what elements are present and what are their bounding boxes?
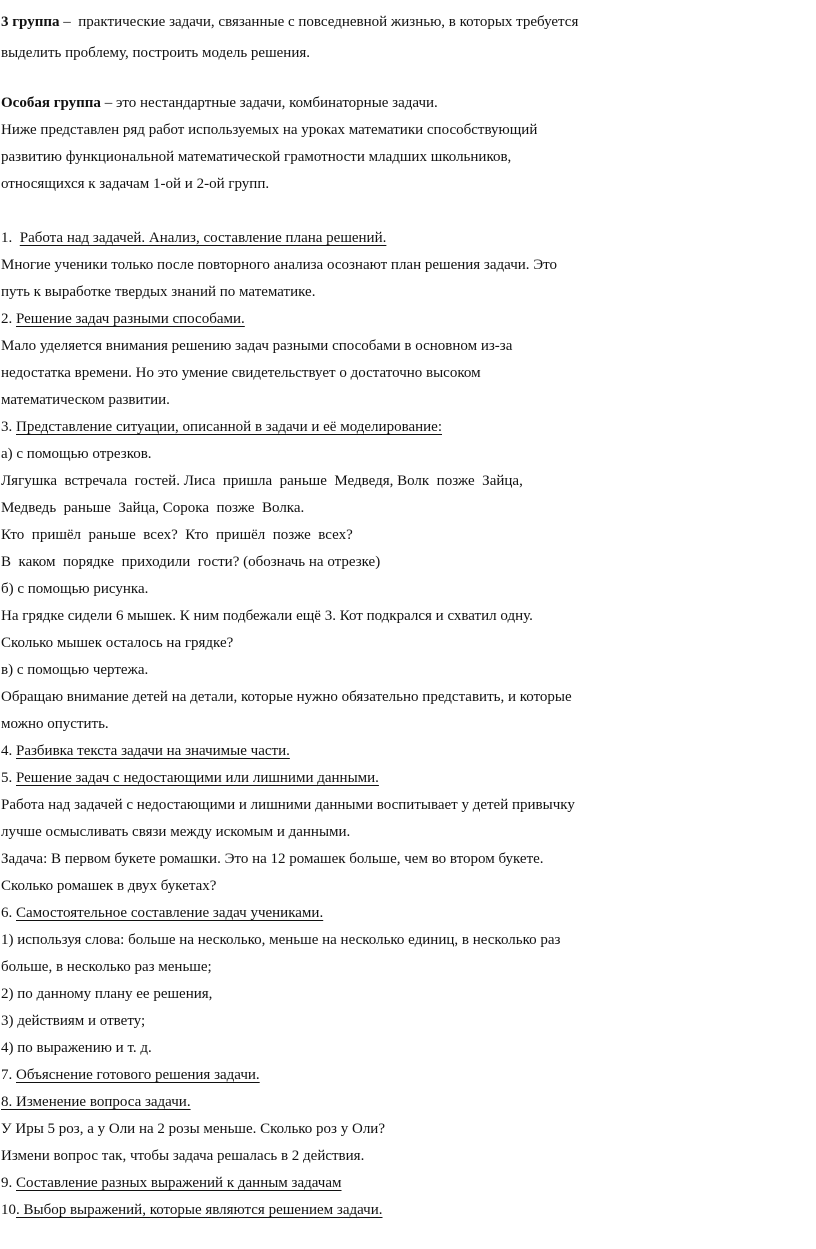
- item-5-number: 5.: [1, 770, 16, 786]
- item-3c-text: можно опустить.: [1, 716, 109, 732]
- item-3c-text: Обращаю внимание детей на детали, которые нужно обязательно представить, и которые: [1, 689, 572, 705]
- item-6-number: 6.: [1, 905, 16, 921]
- item-3a-label: а) с помощью отрезков.: [1, 446, 152, 462]
- item-4-title: Разбивка текста задачи на значимые части.: [16, 743, 290, 759]
- item-6-text: 4) по выражению и т. д.: [1, 1040, 152, 1056]
- item-5-text: Задача: В первом букете ромашки. Это на 12 ромашек больше, чем во втором букете.: [1, 851, 544, 867]
- item-3a-text: Медведь раньше Зайца, Сорока позже Волка.: [1, 500, 305, 516]
- item-8-text: Измени вопрос так, чтобы задача решалась в 2 действия.: [1, 1148, 365, 1164]
- item-1-number: 1.: [1, 230, 20, 246]
- intro-text-2: развитию функциональной математической грамотности младших школьников,: [1, 149, 512, 165]
- item-9-title: Составление разных выражений к данным задачам: [16, 1175, 342, 1191]
- intro-text-1: Ниже представлен ряд работ используемых на уроках математики способствующий: [1, 122, 538, 138]
- item-2-text: математическом развитии.: [1, 392, 170, 408]
- item-6-heading: [1, 900, 808, 926]
- item-1-text: путь к выработке твердых знаний по математике.: [1, 284, 316, 300]
- item-10-heading: [1, 1197, 808, 1223]
- item-5-heading: [1, 765, 808, 791]
- item-8-title: 8. Изменение вопроса задачи.: [1, 1094, 191, 1110]
- item-3b-label: б) с помощью рисунка.: [1, 581, 149, 597]
- item-6-title: Самостоятельное составление задач учениками.: [16, 905, 324, 921]
- item-1-heading: [1, 225, 808, 251]
- item-6-text: больше, в несколько раз меньше;: [1, 959, 212, 975]
- group3-text: – практические задачи, связанные с повседневной жизнью, в которых требуется: [59, 14, 579, 30]
- item-10-title: . Выбор выражений, которые являются решением задачи.: [16, 1202, 383, 1218]
- item-7-title: Объяснение готового решения задачи.: [16, 1067, 260, 1083]
- item-3c-label: в) с помощью чертежа.: [1, 662, 149, 678]
- item-3a-text: Кто пришёл раньше всех? Кто пришёл позже всех?: [1, 527, 353, 543]
- item-9-number: 9.: [1, 1175, 16, 1191]
- item-3a-text: В каком порядке приходили гости? (обозначь на отрезке): [1, 554, 381, 570]
- special-group-text: – это нестандартные задачи, комбинаторные задачи.: [100, 95, 438, 111]
- item-3-number: 3.: [1, 419, 16, 435]
- item-2-heading: [1, 306, 808, 332]
- item-3-heading: [1, 414, 808, 440]
- item-5-text: Сколько ромашек в двух букетах?: [1, 878, 217, 894]
- item-5-title: Решение задач с недостающими или лишними данными.: [16, 770, 379, 786]
- intro-text-3: относящихся к задачам 1-ой и 2-ой групп.: [1, 176, 270, 192]
- item-4-number: 4.: [1, 743, 16, 759]
- item-8-text: У Иры 5 роз, а у Оли на 2 розы меньше. Сколько роз у Оли?: [1, 1121, 385, 1137]
- item-2-number: 2.: [1, 311, 16, 327]
- item-2-text: Мало уделяется внимания решению задач разными способами в основном из-за: [1, 338, 513, 354]
- item-9-heading: [1, 1170, 808, 1196]
- item-3b-text: На грядке сидели 6 мышек. К ним подбежали ещё 3. Кот подкрался и схватил одну.: [1, 608, 533, 624]
- group3-text-cont: выделить проблему, построить модель решения.: [1, 45, 310, 61]
- item-6-text: 3) действиям и ответу;: [1, 1013, 146, 1029]
- item-2-title: Решение задач разными способами.: [16, 311, 245, 327]
- item-5-text: Работа над задачей с недостающими и лишними данными воспитывает у детей привычку: [1, 797, 575, 813]
- item-10-number: 10: [1, 1202, 16, 1218]
- item-3-title: Представление ситуации, описанной в задачи и её моделирование:: [16, 419, 442, 435]
- item-5-text: лучше осмысливать связи между искомым и данными.: [1, 824, 351, 840]
- item-7-heading: [1, 1062, 808, 1088]
- item-3a-text: Лягушка встречала гостей. Лиса пришла раньше Медведя, Волк позже Зайца,: [1, 473, 523, 489]
- special-group-heading: Особая группа: [1, 95, 101, 111]
- item-6-text: 1) используя слова: больше на несколько, меньше на несколько единиц, в несколько раз: [1, 932, 561, 948]
- special-group-line: [1, 90, 808, 116]
- item-3b-text: Сколько мышек осталось на грядке?: [1, 635, 234, 651]
- group3-paragraph-line: [1, 9, 808, 35]
- item-2-text: недостатка времени. Но это умение свидетельствует о достаточно высоком: [1, 365, 481, 381]
- item-7-number: 7.: [1, 1067, 16, 1083]
- item-1-title: Работа над задачей. Анализ, составление плана решений.: [19, 230, 387, 246]
- item-1-text: Многие ученики только после повторного анализа осознают план решения задачи. Это: [1, 257, 558, 273]
- item-8-heading: [1, 1089, 808, 1115]
- group3-heading: 3 группа: [1, 14, 60, 30]
- item-4-heading: [1, 738, 808, 764]
- item-6-text: 2) по данному плану ее решения,: [1, 986, 213, 1002]
